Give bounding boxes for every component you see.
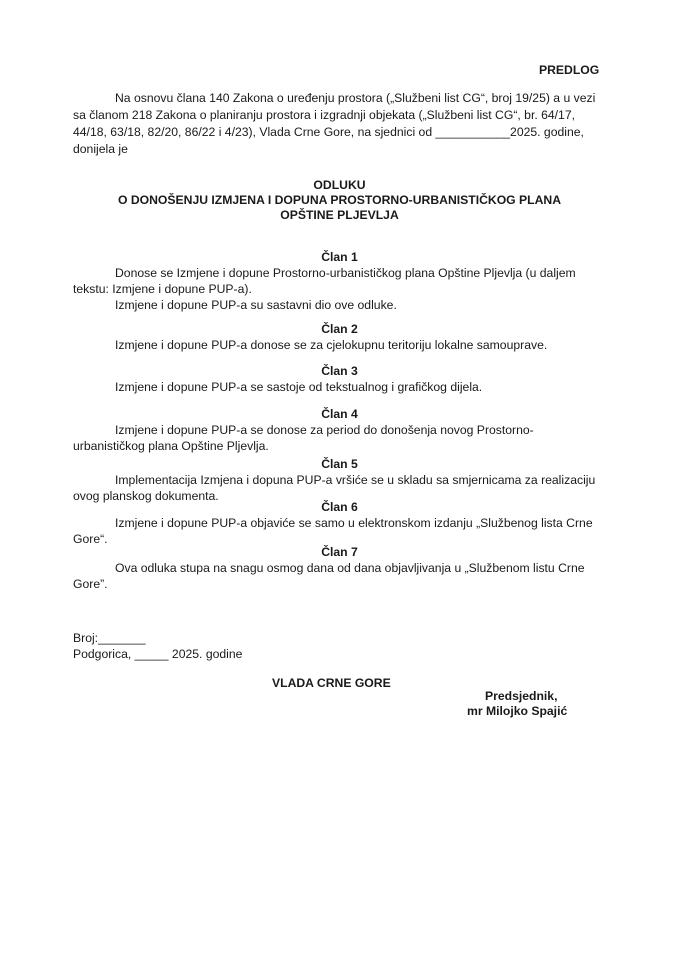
article-2-text: Izmjene i dopune PUP-a donose se za cjelokupnu teritoriju lokalne samouprave.	[115, 338, 548, 352]
article-7-text: Gore”.	[73, 577, 108, 591]
document-status-label: PREDLOG	[539, 63, 600, 77]
article-6-text: Izmjene i dopune PUP-a objaviće se samo u elektronskom izdanju „Službenog lista Crne	[115, 516, 593, 530]
government-name: VLADA CRNE GORE	[272, 676, 391, 690]
article-5-text: ovog planskog dokumenta.	[73, 489, 219, 503]
article-1-heading: Član 1	[321, 250, 358, 264]
article-4-text: Izmjene i dopune PUP-a se donose za period do donošenja novog Prostorno-	[115, 423, 534, 437]
article-4-text: urbanističkog plana Opštine Pljevlja.	[73, 439, 269, 453]
preamble-line: sa članom 218 Zakona o planiranju prostora i izgradnji objekata („Službeni list CG“, br. 64/17,	[73, 108, 575, 122]
article-1-text: tekstu: Izmjene i dopune PUP-a).	[73, 282, 252, 296]
article-2-heading: Član 2	[321, 322, 358, 336]
signatory-title: Predsjednik,	[485, 689, 558, 703]
preamble-line: donijela je	[73, 142, 128, 156]
preamble-line: 44/18, 63/18, 82/20, 86/22 i 4/23), Vlada Crne Gore, na sjednici od ___________2025. godine,	[73, 125, 584, 139]
article-6-text: Gore“.	[73, 532, 108, 546]
article-7-text: Ova odluka stupa na snagu osmog dana od dana objavljivanja u „Službenom listu Crne	[115, 561, 585, 575]
place-date: Podgorica, _____ 2025. godine	[73, 647, 243, 661]
article-5-text: Implementacija Izmjena i dopuna PUP-a vršiće se u skladu sa smjernicama za realizaciju	[115, 473, 596, 487]
document-number: Broj:_______	[73, 631, 146, 645]
article-5-heading: Član 5	[321, 457, 358, 471]
article-4-heading: Član 4	[321, 407, 358, 421]
article-6-heading: Član 6	[321, 500, 358, 514]
article-3-text: Izmjene i dopune PUP-a se sastoje od tekstualnog i grafičkog dijela.	[115, 380, 483, 394]
article-1-text: Donose se Izmjene i dopune Prostorno-urbanističkog plana Opštine Pljevlja (u daljem	[115, 266, 576, 280]
title-line-2: O DONOŠENJU IZMJENA I DOPUNA PROSTORNO-URBANISTIČKOG PLANA	[117, 193, 562, 207]
article-1-text: Izmjene i dopune PUP-a su sastavni dio ove odluke.	[115, 298, 397, 312]
preamble-line: Na osnovu člana 140 Zakona o uređenju prostora („Službeni list CG“, broj 19/25) a u vezi	[115, 91, 596, 105]
article-3-heading: Član 3	[321, 364, 358, 378]
signatory-name: mr Milojko Spajić	[467, 704, 568, 718]
article-7-heading: Član 7	[321, 545, 358, 559]
title-line-3: OPŠTINE PLJEVLJA	[280, 208, 399, 222]
title-line-1: ODLUKU	[313, 178, 366, 192]
